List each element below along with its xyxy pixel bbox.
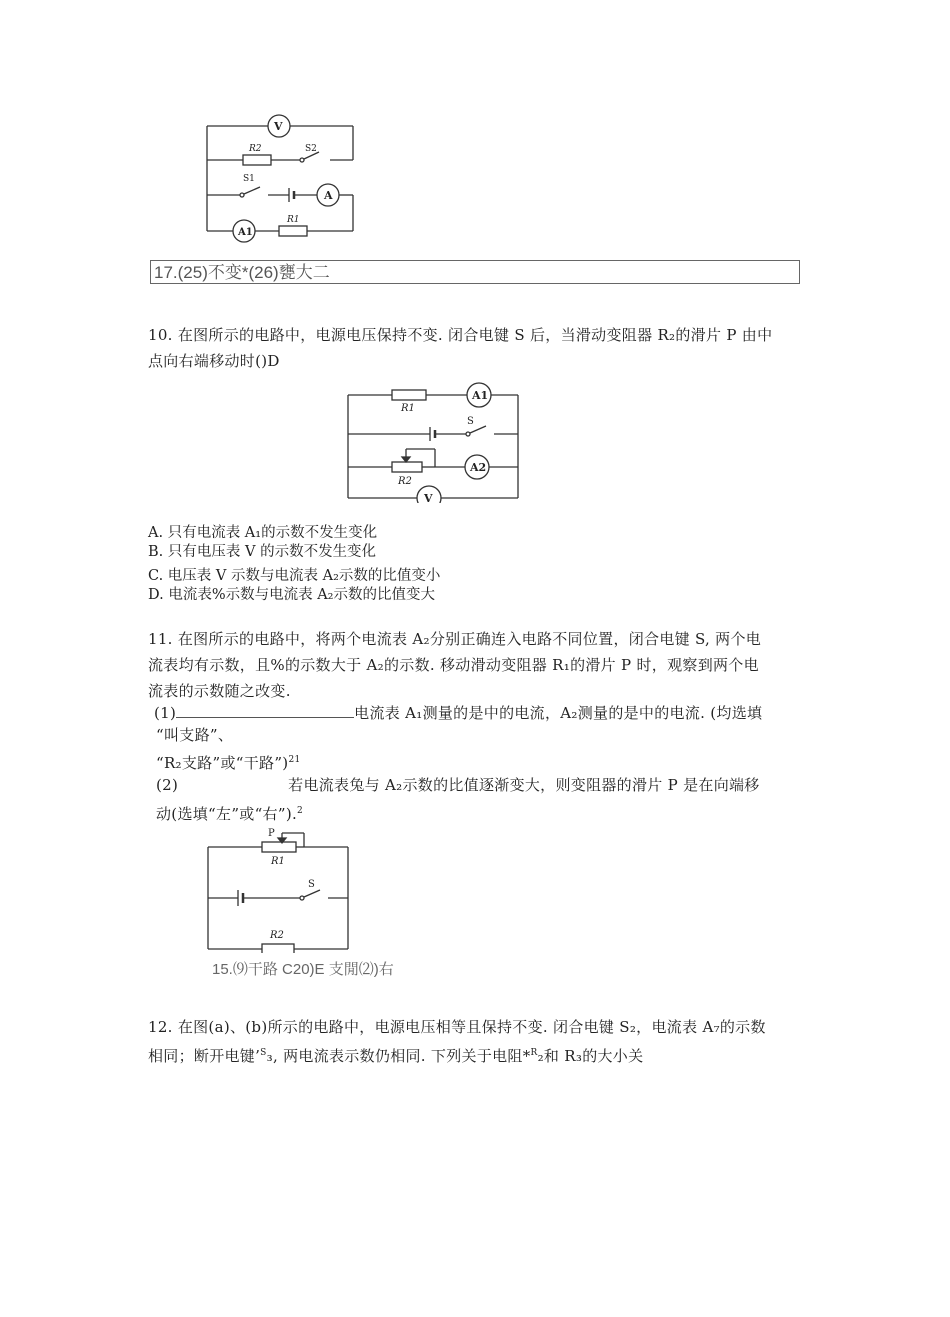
- label-r1: R1: [287, 215, 300, 225]
- q10-option-a: A. 只有电流表 A₁的示数不发生变化: [148, 525, 378, 541]
- ammeter-label: A: [324, 189, 333, 202]
- label-r1: R1: [401, 403, 415, 414]
- ammeter-a1-label: A1: [472, 389, 489, 402]
- q12-mark-1: S: [260, 1048, 267, 1058]
- q12-stem-line2-c: ₂和 R₃的大小关: [537, 1047, 644, 1065]
- answer-box: 17.(25)不变*(26)甕大二: [150, 260, 800, 284]
- label-r2: R2: [270, 930, 284, 941]
- q12-stem-line2: [148, 1040, 643, 1069]
- q11-sub1: [154, 700, 762, 726]
- q11-sub1-text: 电流表 A₁测量的是中的电流，A₂测量的是中的电流. (均选填: [354, 704, 763, 722]
- ammeter-a1-label: A1: [238, 227, 253, 238]
- q10-option-b: B. 只有电压表 V 的示数不发生变化: [148, 544, 377, 560]
- circuit-figure-q11: [200, 825, 355, 953]
- q10-option-c: C. 电压表 V 示数与电流表 A₂示数的比值变小: [148, 568, 441, 584]
- answer-blank[interactable]: [176, 702, 354, 718]
- q12-stem-line2-a: 相同；断开电键’: [148, 1047, 261, 1065]
- label-r2: R2: [249, 144, 262, 154]
- q10-stem-line2: 点向右端移动时()D: [148, 352, 280, 370]
- q11-stem-line2: 流表均有示数，且%的示数大于 A₂的示数. 移动滑动变阻器 R₁的滑片 P 时，观察到两个电: [148, 656, 759, 674]
- label-p: P: [268, 828, 275, 839]
- q11-sub2-prefix: (2): [156, 776, 179, 794]
- q11-stem-line3: 流表的示数随之改变.: [148, 682, 291, 700]
- q10-stem-line1: 10. 在图所示的电路中，电源电压保持不变. 闭合电键 S 后，当滑动变阻器 R₂的滑片 P 由中: [148, 326, 773, 344]
- ammeter-a2-label: A2: [470, 461, 487, 474]
- q12-stem-line2-b: ₃, 两电流表示数仍相同. 下列关于电阻*: [266, 1047, 531, 1065]
- q10-option-d: D. 电流表%示数与电流表 A₂示数的比值变大: [148, 587, 435, 603]
- voltmeter-label: V: [274, 120, 283, 133]
- q11-sub1-mark: 21: [288, 755, 301, 765]
- label-r2: R2: [398, 476, 412, 487]
- q11-sub1-line2: “叫支路”、: [156, 726, 234, 744]
- circuit-figure-q10: [340, 378, 525, 503]
- q11-sub2-text: 若电流表兔与 A₂示数的比值逐渐变大，则变阻器的滑片 P 是在向端移: [288, 776, 760, 794]
- q11-sub2-line2: [156, 798, 303, 827]
- voltmeter-label: V: [424, 492, 433, 503]
- label-s: S: [308, 879, 315, 890]
- q11-answer: 15.⑼干路 C20)E 支閒⑵)右: [212, 961, 394, 978]
- label-s1: S1: [243, 174, 255, 184]
- q11-sub2-line2-text: 动(选填“左”或“右”).: [156, 805, 298, 823]
- q12-mark-2: R: [530, 1048, 538, 1058]
- circuit-figure-top: [195, 110, 370, 245]
- q11-sub1-prefix: (1): [154, 704, 177, 722]
- q11-sub2-mark: 2: [297, 806, 304, 816]
- q11-stem-line1: 11. 在图所示的电路中，将两个电流表 A₂分别正确连入电路不同位置，闭合电键 S, 两个电: [148, 630, 762, 648]
- label-s: S: [467, 416, 474, 427]
- label-s2: S2: [305, 144, 317, 154]
- q12-stem-line1: 12. 在图(a)、(b)所示的电路中，电源电压相等且保持不变. 闭合电键 S₂，电流表 A₇的示数: [148, 1018, 766, 1036]
- q11-sub2: [156, 772, 760, 798]
- label-r1: R1: [271, 856, 285, 867]
- q11-sub1-line3-text: “R₂支路”或“干路”): [156, 754, 289, 772]
